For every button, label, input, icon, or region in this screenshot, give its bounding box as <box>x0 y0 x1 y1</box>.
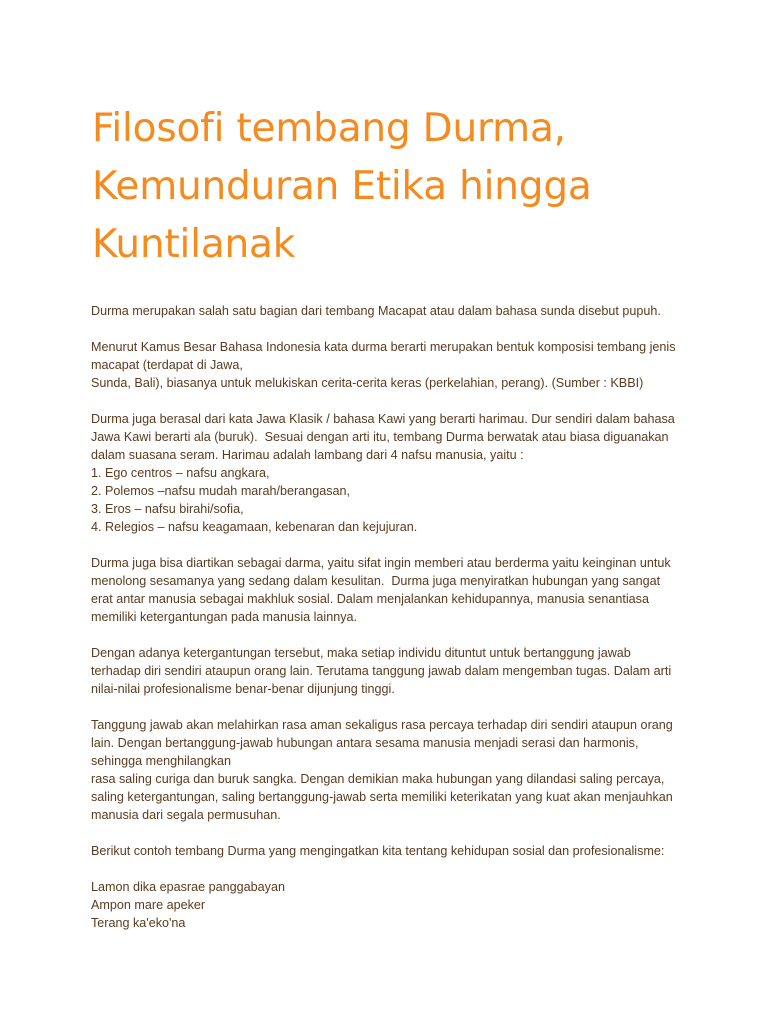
paragraph-spacer <box>91 536 691 554</box>
title-line: Kuntilanak <box>92 222 296 267</box>
text-line: Durma juga bisa diartikan sebagai darma, yaitu sifat ingin memberi atau berderma yaitu keinginan untuk <box>91 556 671 570</box>
text-line: Terang ka'eko'na <box>91 916 186 930</box>
text-line: rasa saling curiga dan buruk sangka. Dengan demikian maka hubungan yang dilandasi saling percaya, <box>91 772 665 786</box>
paragraph <box>91 302 691 320</box>
text-line: macapat (terdapat di Jawa, <box>91 358 243 372</box>
paragraph-spacer <box>91 698 691 716</box>
text-line: lain. Dengan bertanggung-jawab hubungan antara sesama manusia menjadi serasi dan harmonis, <box>91 736 639 750</box>
text-line: nilai-nilai profesionalisme benar-benar dijunjung tinggi. <box>91 682 395 696</box>
text-line: manusia dari segala permusuhan. <box>91 808 281 822</box>
paragraph-spacer <box>91 320 691 338</box>
paragraph <box>91 644 691 698</box>
paragraph <box>91 842 691 860</box>
text-line: Berikut contoh tembang Durma yang mengingatkan kita tentang kehidupan sosial dan profesionalisme: <box>91 844 665 858</box>
text-line: Durma merupakan salah satu bagian dari tembang Macapat atau dalam bahasa sunda disebut pupuh. <box>91 304 661 318</box>
paragraph <box>91 878 691 932</box>
text-line: Sunda, Bali), biasanya untuk melukiskan cerita-cerita keras (perkelahian, perang). (Sumber : KBBI) <box>91 376 644 390</box>
paragraph-spacer <box>91 824 691 842</box>
page-title <box>92 100 732 274</box>
document-body <box>91 302 691 932</box>
text-line: 2. Polemos –nafsu mudah marah/berangasan, <box>91 484 351 498</box>
text-line: dalam suasana seram. Harimau adalah lambang dari 4 nafsu manusia, yaitu : <box>91 448 524 462</box>
paragraph <box>91 716 691 824</box>
paragraph <box>91 554 691 626</box>
text-line: terhadap diri sendiri ataupun orang lain. Terutama tanggung jawab dalam mengemban tugas. Dalam arti <box>91 664 672 678</box>
paragraph <box>91 410 691 536</box>
text-line: 1. Ego centros – nafsu angkara, <box>91 466 270 480</box>
paragraph-spacer <box>91 626 691 644</box>
text-line: erat antar manusia sebagai makhluk sosial. Dalam menjalankan kehidupannya, manusia senantiasa <box>91 592 649 606</box>
text-line: menolong sesamanya yang sedang dalam kesulitan. Durma juga menyiratkan hubungan yang sangat <box>91 574 661 588</box>
text-line: Lamon dika epasrae panggabayan <box>91 880 285 894</box>
text-line: memiliki ketergantungan pada manusia lainnya. <box>91 610 358 624</box>
text-line: Durma juga berasal dari kata Jawa Klasik / bahasa Kawi yang berarti harimau. Dur sendiri dalam bahasa <box>91 412 675 426</box>
text-line: saling ketergantungan, saling bertanggung-jawab serta memiliki keterikatan yang kuat akan menjauhkan <box>91 790 673 804</box>
paragraph-spacer <box>91 860 691 878</box>
text-line: Jawa Kawi berarti ala (buruk). Sesuai dengan arti itu, tembang Durma berwatak atau biasa diguanakan <box>91 430 669 444</box>
text-line: Dengan adanya ketergantungan tersebut, maka setiap individu dituntut untuk bertanggung jawab <box>91 646 631 660</box>
text-line: Ampon mare apeker <box>91 898 206 912</box>
text-line: 4. Relegios – nafsu keagamaan, kebenaran dan kejujuran. <box>91 520 418 534</box>
text-line: Tanggung jawab akan melahirkan rasa aman sekaligus rasa percaya terhadap diri sendiri ataupun orang <box>91 718 673 732</box>
paragraph-spacer <box>91 392 691 410</box>
title-line: Kemunduran Etika hingga <box>92 164 592 209</box>
title-line: Filosofi tembang Durma, <box>92 106 566 151</box>
text-line: Menurut Kamus Besar Bahasa Indonesia kata durma berarti merupakan bentuk komposisi tembang jenis <box>91 340 676 354</box>
text-line: sehingga menghilangkan <box>91 754 232 768</box>
paragraph <box>91 338 691 392</box>
text-line: 3. Eros – nafsu birahi/sofia, <box>91 502 244 516</box>
